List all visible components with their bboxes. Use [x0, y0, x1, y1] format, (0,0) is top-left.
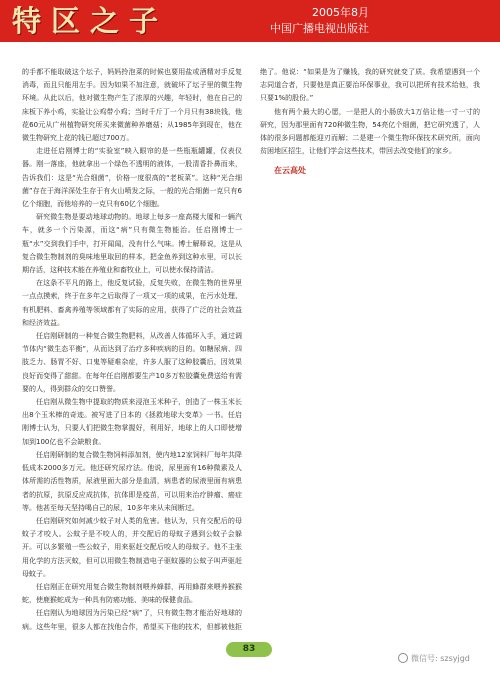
article-body — [22, 66, 480, 634]
wechat-icon — [398, 653, 408, 663]
issue-date: 2005年8月 — [312, 6, 369, 19]
article-paragraph: 任启刚从微生物中提取的物质来浸泡玉米种子，创造了一株玉米长出8个玉米棒的奇迹。被写进了日本的《拯救地球大变革》一书。任启刚博士认为，只要人们把微生物掌握好，利用好，地球上的人口即使增加到100亿也不会缺粮食。 — [22, 398, 242, 446]
magazine-title: 特区之子 — [12, 4, 169, 38]
article-paragraph: 他有两个最大的心愿，一是把人的小肠放大1万倍让他一寸一寸的研究，因为那里面有720种微生物，54亮亿个细菌，把它研究透了，人体的很多问题都能迎刃而解；二是建一个微生物环保技术研究所，面向贫困地区招生，让他们学会这些技术，带回去改变他们的家乡。 — [260, 107, 480, 156]
article-paragraph: 研究微生物是要动地球动物的。地球上每多一座高楼大厦和一辆汽车，就多一个污染源，而这“病”只有微生物能治。任启刚博士一瓶“水”交到我们手中，打开闻闻，没有什么气味。博士解释说，这是从复合微生物制剂的臭味地里取回的样本，把金鱼养到这种水里，可以长期存活，这种技术能在养殖业和畜牧业上，可以使水保持清洁。 — [22, 213, 242, 275]
article-paragraph: 任启刚正在研究用复合微生物制剂喂养蜂群，再用蜂群来喂养猴猴蛇，使鹿猴蛇成为一种具有防癌功能、美味的保健食品。 — [22, 582, 242, 605]
watermark-text: 微信号: szsyjgd — [411, 654, 470, 663]
article-paragraph: 任启刚研究如何减少蚊子对人类的危害。他认为，只有交配后的母蚊子才咬人。公蚊子是不咬人的，并交配后的母蚊子遇到公蚊子会躲开。可以多繁殖一些公蚊子，用来驱赶交配后咬人的母蚊子。他不主张用化学的方法灭蚊，但可以用微生物制造电子驱蚊器的公蚊子叫声驱赶母蚊子。 — [22, 516, 242, 578]
article-byline: 在云高处 — [274, 166, 306, 176]
publisher-name: 中国广播电视出版社 — [270, 22, 369, 35]
wechat-watermark — [398, 652, 494, 666]
article-paragraph: 任启刚研制的一种复合微生物肥料，从改善人体循环入手，通过调节体内“微生态平衡”，从而达到了治疗多种疾病的目的。如糖尿病、四肢乏力、肠胃不好、口鬼等疑难杂症，许多人服了这种胶囊后，因效果良好而变得了甜甜。在每年任启刚都要生产10多万粒胶囊免费送给有需要的人，得到群众的交口赞誉。 — [22, 332, 242, 393]
article-paragraph: 在这条不平凡的路上，他反复试验，反复失败，在微生物的世界里一点点摸索，终于在多年之后取得了一项又一项的成果，在污水处理、有机肥料、畜禽养殖等领域都有了实际的应用，获得了广泛的社会效益和经济效益。 — [22, 279, 242, 327]
article-paragraph: 的手都不能取破这个坛子，妈妈拎泡菜的时候也要用盐或酒精对手反复消毒，而且只能用左手。因为如果不加注意，就破坏了坛子里的微生物环境。从此以后，他对微生物产生了浓厚的兴趣，年轻时，他在自己的床板下养小鸡，实验让公鸡带小鸡；当时千斤丁一个月只有38块钱，他花60元从广州植物研究所买来微菌种养磨菇；从1985年到现在，他在微生物研究上花的钱已超过700万。 — [22, 68, 242, 143]
page-number: 83 — [226, 642, 272, 657]
article-paragraph: 任启刚认为地球因为污染已经“病”了，只有微生物才能治好地球的病。这些年里，很多人都在找他合作，希望买下他的技术，但都被他拒绝了。他说：“如果是为了赚钱，我的研究就变了质。我希望遇到一个志同道合者，只要他是真正要治环保事业，我可以把所有技术给他，我只要1%的股份。” — [22, 68, 480, 631]
header-banner — [0, 0, 500, 42]
article-paragraph: 任启刚研制的复合微生物饲料添加剂，使内地12家饲料厂每年共降低成本2000多万元。他还研究尿疗法。他说，尿里面有16种微素及人体所需的活性物质，尿液里面大部分是血清，病患者的尿液里面有病患者的抗原，抗原反应成抗体，抗体即是疫苗，可以用来治疗肿瘤、癌症等。他甚至每天坚持喝自己的尿，10多年来从未间断过。 — [22, 450, 242, 512]
article-paragraph: 走进任启刚博士的“实验室”映入眼帘的是一些瓶瓶罐罐，仅表仪器。刚一落座，他就拿出一个绿色不透明的液体，一股清香扑鼻而来，告诉我们：这是“光合细菌”，价格一度很高的“老板菜”。这种“光合细菌”存在于海洋深处生存于有火山喷发之际，一般的光合细菌一克只有6亿个细胞，而他培养的一克只有60亿个细胞。 — [22, 147, 242, 209]
